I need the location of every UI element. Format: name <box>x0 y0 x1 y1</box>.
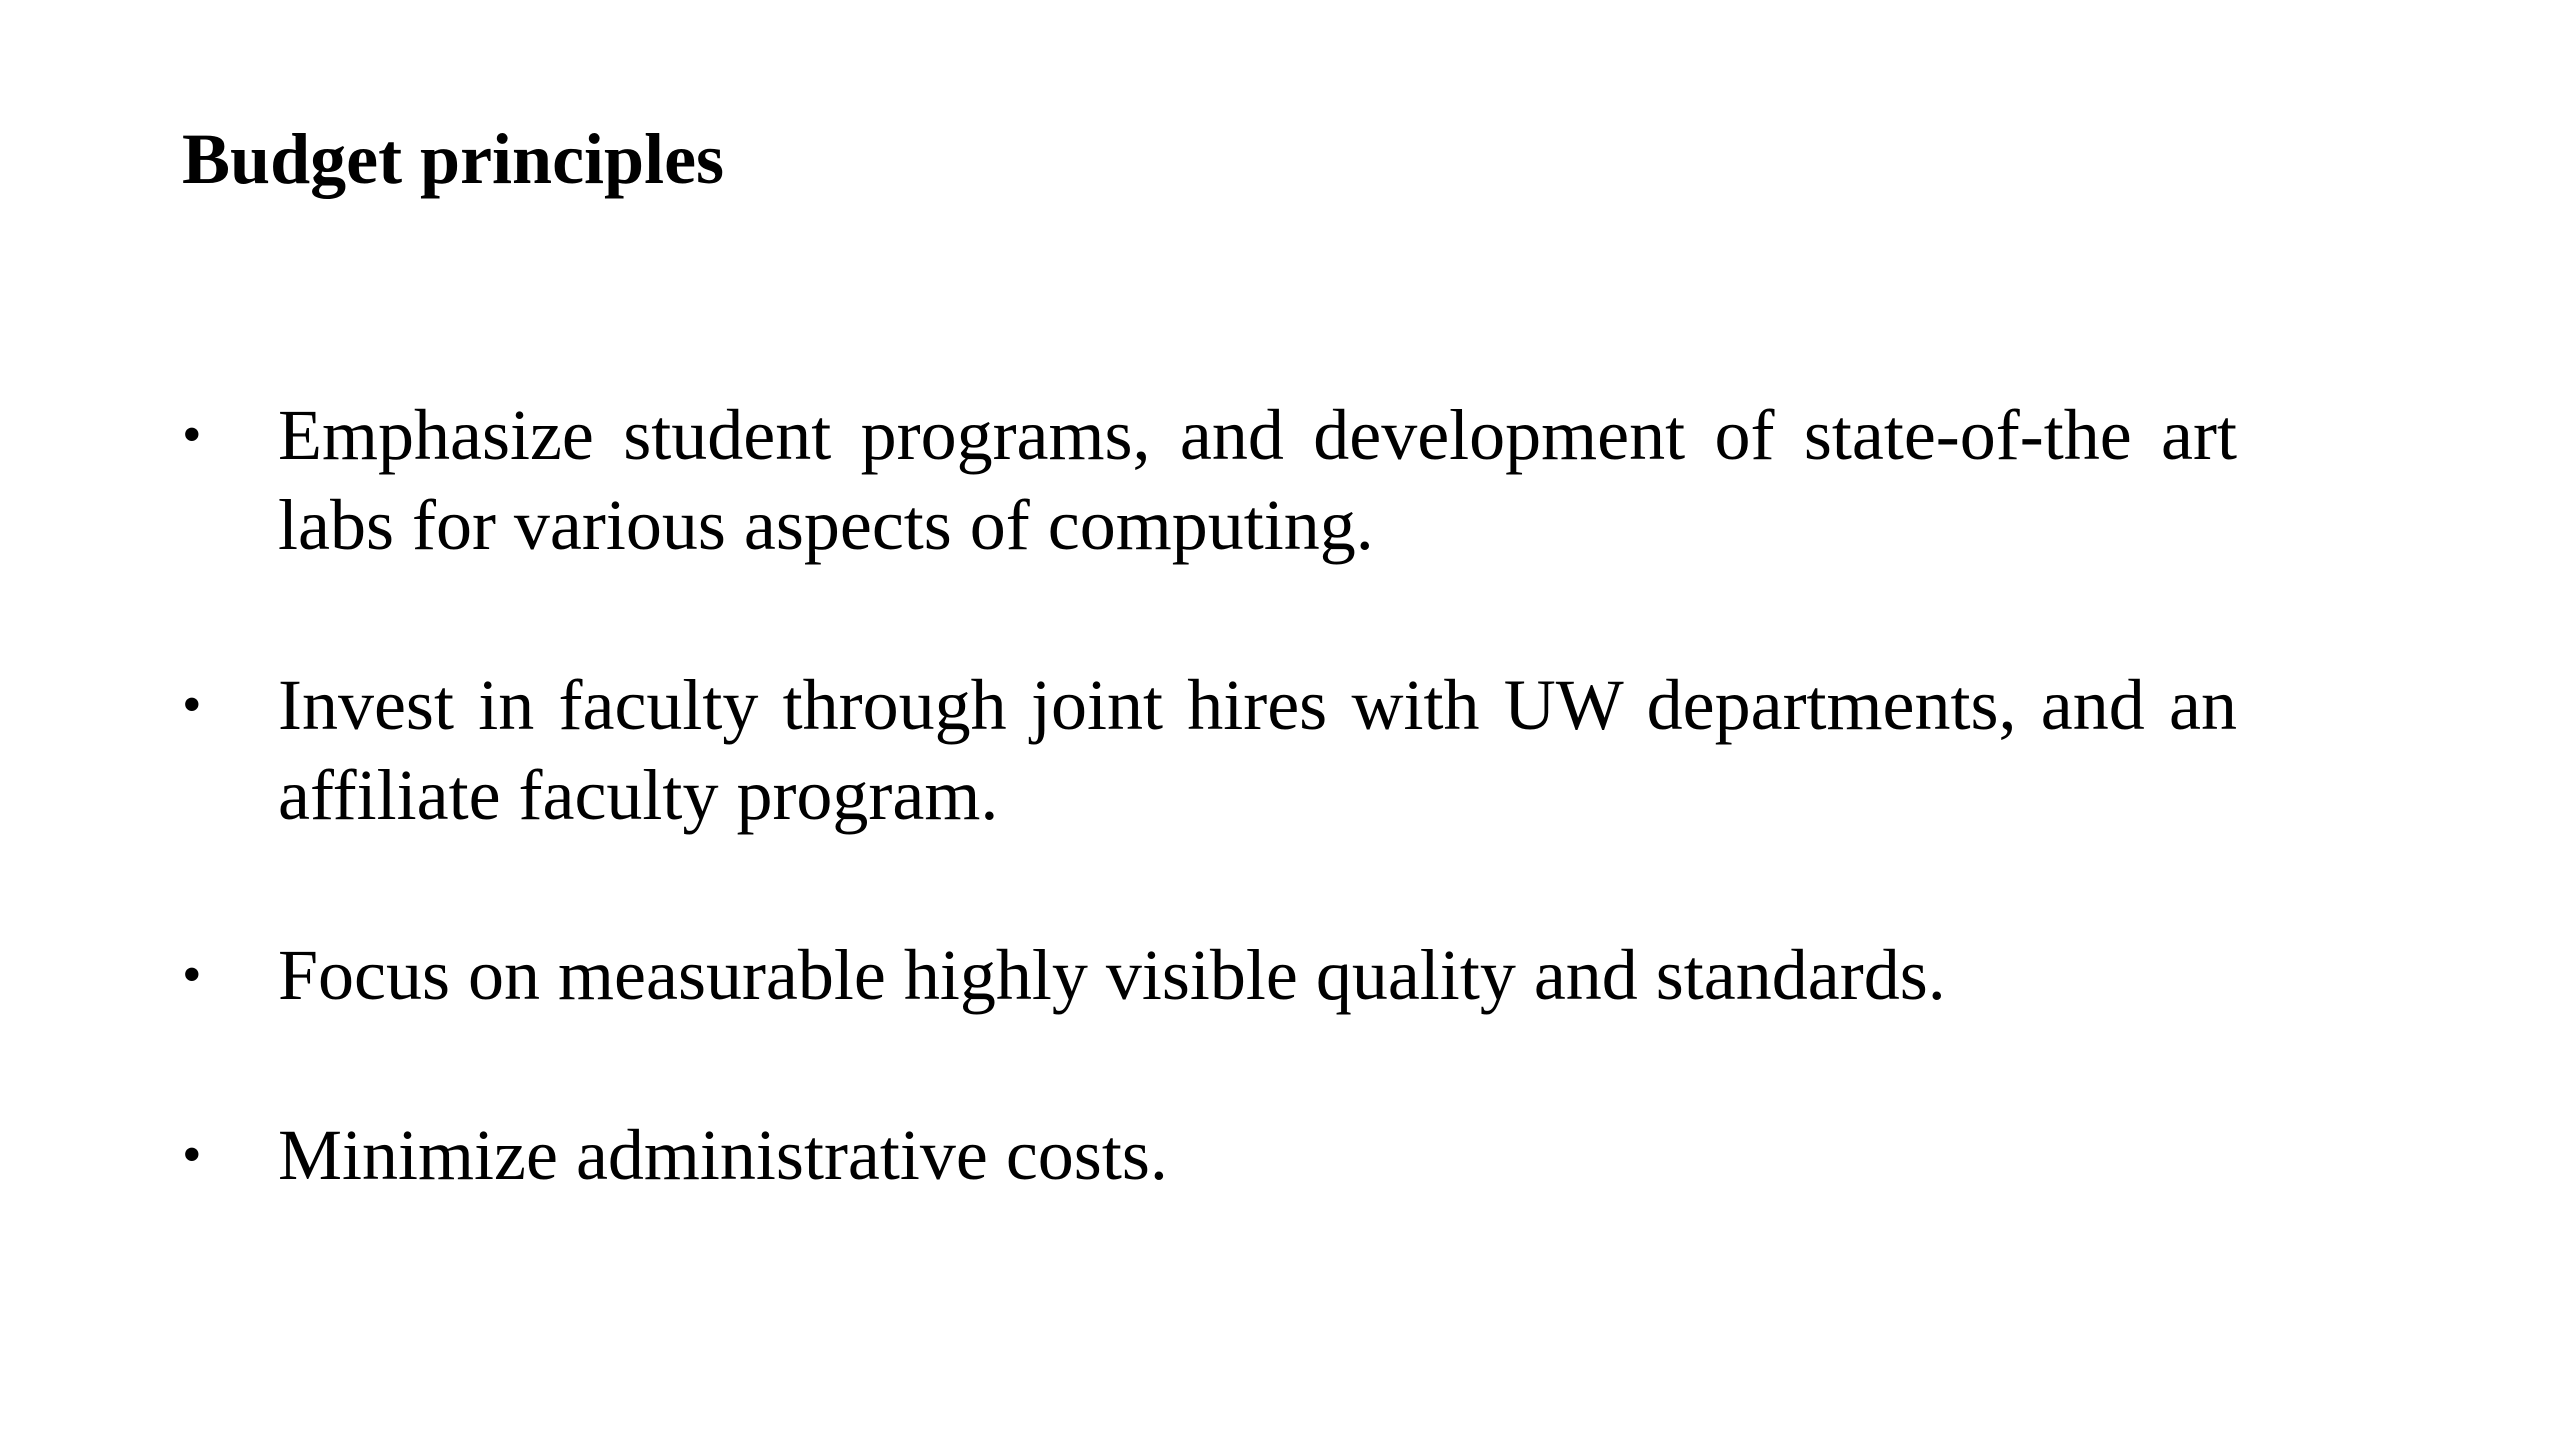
bullet-text: Invest in faculty through joint hires with UW departments, and an affiliate faculty program. <box>278 665 2237 835</box>
bullet-text: Focus on measurable highly visible quality and standards. <box>278 935 1946 1015</box>
bullet-item <box>182 1110 2237 1200</box>
bullet-dot-icon: • <box>182 1124 202 1186</box>
bullet-list <box>182 390 2237 1200</box>
bullet-dot-icon: • <box>182 674 202 736</box>
bullet-text: Emphasize student programs, and development of state-of-the art labs for various aspects of computing. <box>278 395 2237 565</box>
bullet-text: Minimize administrative costs. <box>278 1115 1168 1195</box>
bullet-item <box>182 390 2237 570</box>
bullet-dot-icon: • <box>182 404 202 466</box>
bullet-dot-icon: • <box>182 944 202 1006</box>
slide-title: Budget principles <box>182 119 725 199</box>
bullet-item <box>182 660 2237 840</box>
bullet-item <box>182 930 2237 1020</box>
